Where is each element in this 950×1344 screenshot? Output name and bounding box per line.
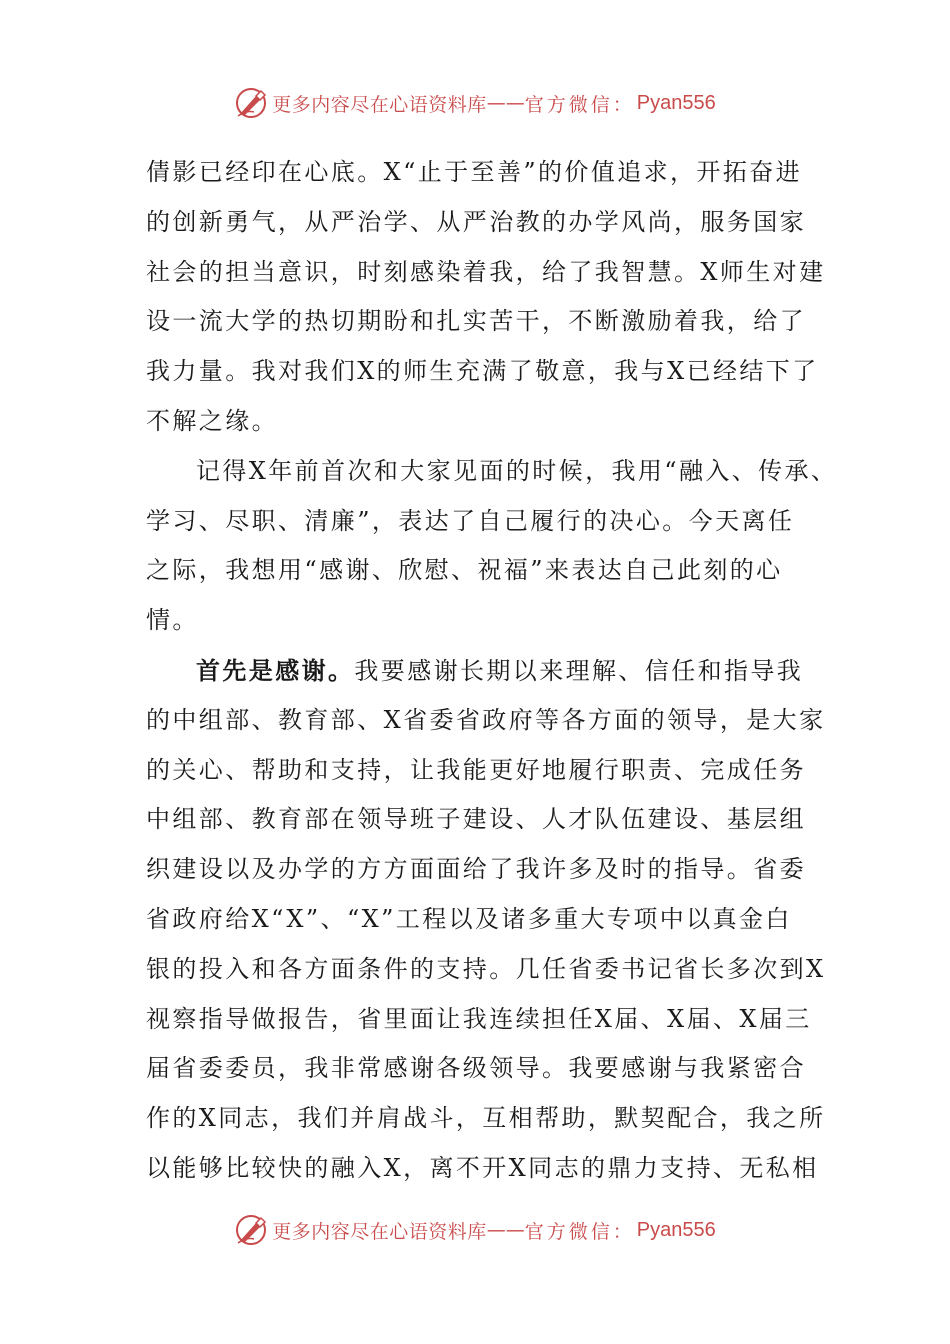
text-line: 社会的担当意识，时刻感染着我，给了我智慧。X师生对建 <box>146 257 826 286</box>
watermark-main-text: 更多内容尽在心语资料库 <box>272 1220 487 1243</box>
paragraph-start-line <box>146 646 810 696</box>
watermark-official-label: 官方微信： <box>524 93 635 116</box>
text-run: 我要感谢长期以来理解、信任和指导我 <box>354 656 804 685</box>
paragraph-start-line: 记得X年前首次和大家见面的时候，我用“融入、传承、 <box>196 456 838 485</box>
watermark-main-text: 更多内容尽在心语资料库 <box>272 93 487 116</box>
text-line: 之际，我想用“感谢、欣慰、祝福”来表达自己此刻的心 <box>146 556 783 585</box>
text-line: 视察指导做报告，省里面让我连续担任X届、X届、X届三 <box>146 1004 812 1033</box>
text-line: 作的X同志，我们并肩战斗，互相帮助，默契配合，我之所 <box>146 1104 826 1133</box>
watermark-wechat-id: Pyan556 <box>636 1218 716 1241</box>
pen-logo-icon <box>234 1213 268 1247</box>
text-line: 银的投入和各方面条件的支持。几任省委书记省长多次到X <box>146 954 826 983</box>
text-line: 情。 <box>146 606 199 635</box>
footer-watermark-banner <box>0 1210 950 1250</box>
header-watermark-banner <box>0 83 950 123</box>
text-line: 届省委委员，我非常感谢各级领导。我要感谢与我紧密合 <box>146 1054 806 1083</box>
section-heading-thanks: 首先是感谢。 <box>196 655 355 685</box>
text-line: 的创新勇气，从严治学、从严治教的办学风尚，服务国家 <box>146 207 806 236</box>
text-line: 织建设以及办学的方方面面给了我许多及时的指导。省委 <box>146 855 806 884</box>
text-line: 以能够比较快的融入X，离不开X同志的鼎力支持、无私相 <box>146 1153 819 1182</box>
watermark-wechat-id: Pyan556 <box>636 91 716 114</box>
text-line: 我力量。我对我们X的师生充满了敬意，我与X已经结下了 <box>146 357 819 386</box>
text-line: 不解之缘。 <box>146 406 278 435</box>
text-line: 省政府给X“X”、“X”工程以及诸多重大专项中以真金白 <box>146 904 792 933</box>
text-line: 学习、尽职、清廉”，表达了自己履行的决心。今天离任 <box>146 506 795 535</box>
watermark-dash: —— <box>486 92 525 114</box>
text-line: 中组部、教育部在领导班子建设、人才队伍建设、基层组 <box>146 805 806 834</box>
text-line: 倩影已经印在心底。X“止于至善”的价值追求，开拓奋进 <box>146 158 803 186</box>
document-body <box>146 148 838 1194</box>
pen-logo-icon <box>234 86 268 120</box>
watermark-official-label: 官方微信： <box>524 1220 635 1243</box>
text-line: 的中组部、教育部、X省委省政府等各方面的领导，是大家 <box>146 705 826 734</box>
text-line: 的关心、帮助和支持，让我能更好地履行职责、完成任务 <box>146 755 806 784</box>
watermark-dash: —— <box>486 1219 525 1241</box>
text-line: 设一流大学的热切期盼和扎实苦干，不断激励着我，给了 <box>146 307 806 336</box>
